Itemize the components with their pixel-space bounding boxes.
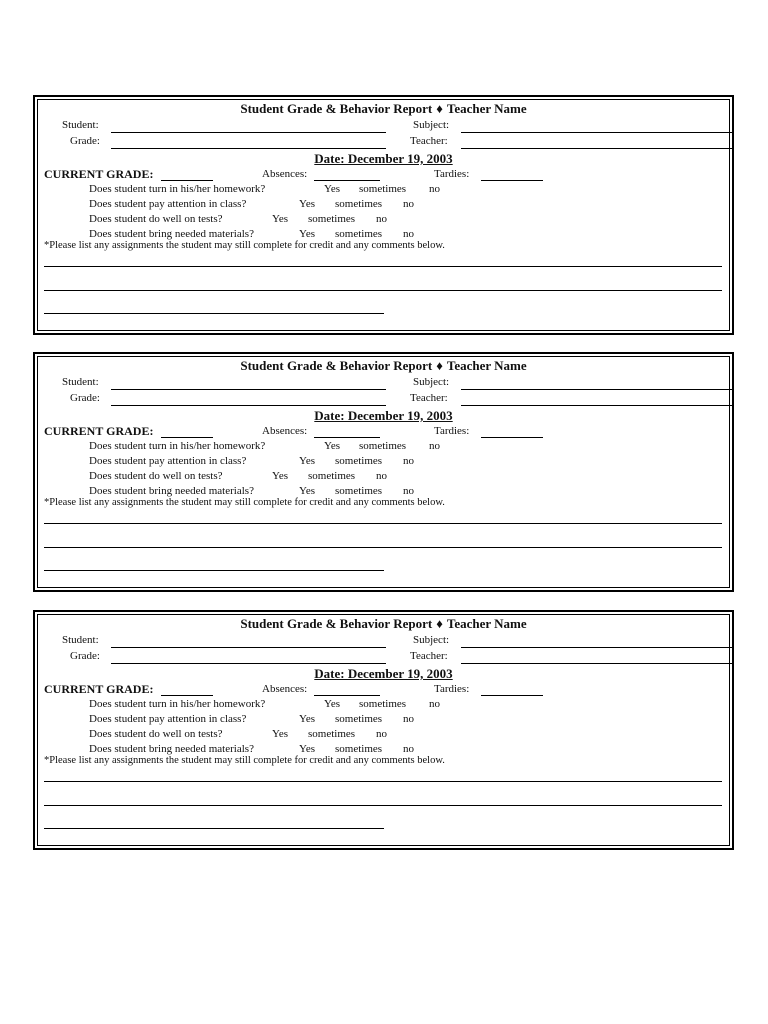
option-sometimes[interactable]: sometimes <box>335 743 383 755</box>
option-yes[interactable]: Yes <box>272 470 289 482</box>
grade-field[interactable] <box>111 405 386 406</box>
form-title: Student Grade & Behavior Report <box>240 616 433 631</box>
teacher-field[interactable] <box>461 663 732 664</box>
student-label: Student: <box>62 119 99 131</box>
diamond-icon: ♦ <box>436 616 443 631</box>
teacher-field[interactable] <box>461 405 732 406</box>
question-tests: Does student do well on tests? <box>89 470 223 482</box>
option-no[interactable]: no <box>403 228 414 240</box>
option-no[interactable]: no <box>376 213 387 225</box>
option-sometimes[interactable]: sometimes <box>308 213 356 225</box>
option-sometimes[interactable]: sometimes <box>359 440 407 452</box>
tardies-field[interactable] <box>481 695 543 696</box>
comment-line[interactable] <box>44 781 722 782</box>
question-homework: Does student turn in his/her homework? <box>89 440 266 452</box>
teacher-name: Teacher Name <box>446 358 527 373</box>
option-yes[interactable]: Yes <box>299 198 316 210</box>
question-attention: Does student pay attention in class? <box>89 713 247 725</box>
diamond-icon: ♦ <box>436 101 443 116</box>
option-sometimes[interactable]: sometimes <box>308 470 356 482</box>
absences-field[interactable] <box>314 695 380 696</box>
option-yes[interactable]: Yes <box>299 228 316 240</box>
option-sometimes[interactable]: sometimes <box>335 485 383 497</box>
tardies-label: Tardies: <box>434 168 470 180</box>
option-sometimes[interactable]: sometimes <box>308 728 356 740</box>
form-title-line <box>35 358 732 374</box>
absences-field[interactable] <box>314 437 380 438</box>
subject-field[interactable] <box>461 389 732 390</box>
report-date: Date: December 19, 2003 <box>314 408 453 423</box>
teacher-label: Teacher: <box>410 650 448 662</box>
option-sometimes[interactable]: sometimes <box>359 698 407 710</box>
comments-note: *Please list any assignments the student may still complete for credit and any comments below. <box>44 240 445 251</box>
option-sometimes[interactable]: sometimes <box>335 455 383 467</box>
subject-field[interactable] <box>461 132 732 133</box>
tardies-field[interactable] <box>481 180 543 181</box>
comment-line[interactable] <box>44 266 722 267</box>
comment-line[interactable] <box>44 805 722 806</box>
subject-field[interactable] <box>461 647 732 648</box>
student-field[interactable] <box>111 647 386 648</box>
option-sometimes[interactable]: sometimes <box>335 228 383 240</box>
subject-label: Subject: <box>413 119 450 131</box>
option-no[interactable]: no <box>403 455 414 467</box>
question-attention: Does student pay attention in class? <box>89 198 247 210</box>
student-field[interactable] <box>111 132 386 133</box>
question-attention: Does student pay attention in class? <box>89 455 247 467</box>
comment-line[interactable] <box>44 828 384 829</box>
report-form <box>33 352 734 592</box>
form-title-line <box>35 101 732 117</box>
option-no[interactable]: no <box>403 713 414 725</box>
question-tests: Does student do well on tests? <box>89 728 223 740</box>
comment-line[interactable] <box>44 313 384 314</box>
comment-line[interactable] <box>44 570 384 571</box>
option-no[interactable]: no <box>376 470 387 482</box>
subject-label: Subject: <box>413 634 450 646</box>
option-yes[interactable]: Yes <box>299 743 316 755</box>
form-title: Student Grade & Behavior Report <box>240 101 433 116</box>
comment-line[interactable] <box>44 547 722 548</box>
teacher-name: Teacher Name <box>446 101 527 116</box>
option-no[interactable]: no <box>376 728 387 740</box>
absences-label: Absences: <box>262 168 308 180</box>
report-form <box>33 95 734 335</box>
question-materials: Does student bring needed materials? <box>89 485 254 497</box>
teacher-label: Teacher: <box>410 135 448 147</box>
option-yes[interactable]: Yes <box>299 485 316 497</box>
option-yes[interactable]: Yes <box>324 698 341 710</box>
option-yes[interactable]: Yes <box>324 183 341 195</box>
tardies-label: Tardies: <box>434 683 470 695</box>
comment-line[interactable] <box>44 290 722 291</box>
comment-line[interactable] <box>44 523 722 524</box>
current-grade-field[interactable] <box>161 180 213 181</box>
question-tests: Does student do well on tests? <box>89 213 223 225</box>
subject-label: Subject: <box>413 376 450 388</box>
option-yes[interactable]: Yes <box>272 213 289 225</box>
absences-label: Absences: <box>262 425 308 437</box>
absences-label: Absences: <box>262 683 308 695</box>
option-sometimes[interactable]: sometimes <box>359 183 407 195</box>
option-no[interactable]: no <box>403 198 414 210</box>
student-label: Student: <box>62 634 99 646</box>
tardies-label: Tardies: <box>434 425 470 437</box>
option-no[interactable]: no <box>403 743 414 755</box>
option-no[interactable]: no <box>403 485 414 497</box>
grade-field[interactable] <box>111 663 386 664</box>
report-date: Date: December 19, 2003 <box>314 666 453 681</box>
report-form <box>33 610 734 850</box>
option-no[interactable]: no <box>429 698 440 710</box>
question-homework: Does student turn in his/her homework? <box>89 183 266 195</box>
option-yes[interactable]: Yes <box>324 440 341 452</box>
current-grade-label: CURRENT GRADE: <box>44 424 154 438</box>
question-materials: Does student bring needed materials? <box>89 743 254 755</box>
question-materials: Does student bring needed materials? <box>89 228 254 240</box>
option-sometimes[interactable]: sometimes <box>335 198 383 210</box>
option-yes[interactable]: Yes <box>299 713 316 725</box>
grade-field[interactable] <box>111 148 386 149</box>
report-date: Date: December 19, 2003 <box>314 151 453 166</box>
current-grade-field[interactable] <box>161 437 213 438</box>
current-grade-label: CURRENT GRADE: <box>44 682 154 696</box>
option-yes[interactable]: Yes <box>299 455 316 467</box>
grade-label: Grade: <box>70 135 100 147</box>
current-grade-field[interactable] <box>161 695 213 696</box>
grade-label: Grade: <box>70 392 100 404</box>
grade-label: Grade: <box>70 650 100 662</box>
form-title: Student Grade & Behavior Report <box>240 358 433 373</box>
form-title-line <box>35 616 732 632</box>
student-field[interactable] <box>111 389 386 390</box>
tardies-field[interactable] <box>481 437 543 438</box>
teacher-label: Teacher: <box>410 392 448 404</box>
student-label: Student: <box>62 376 99 388</box>
comments-note: *Please list any assignments the student may still complete for credit and any comments below. <box>44 755 445 766</box>
option-sometimes[interactable]: sometimes <box>335 713 383 725</box>
question-homework: Does student turn in his/her homework? <box>89 698 266 710</box>
option-no[interactable]: no <box>429 183 440 195</box>
option-yes[interactable]: Yes <box>272 728 289 740</box>
diamond-icon: ♦ <box>436 358 443 373</box>
current-grade-label: CURRENT GRADE: <box>44 167 154 181</box>
teacher-name: Teacher Name <box>446 616 527 631</box>
absences-field[interactable] <box>314 180 380 181</box>
comments-note: *Please list any assignments the student may still complete for credit and any comments below. <box>44 497 445 508</box>
option-no[interactable]: no <box>429 440 440 452</box>
teacher-field[interactable] <box>461 148 732 149</box>
